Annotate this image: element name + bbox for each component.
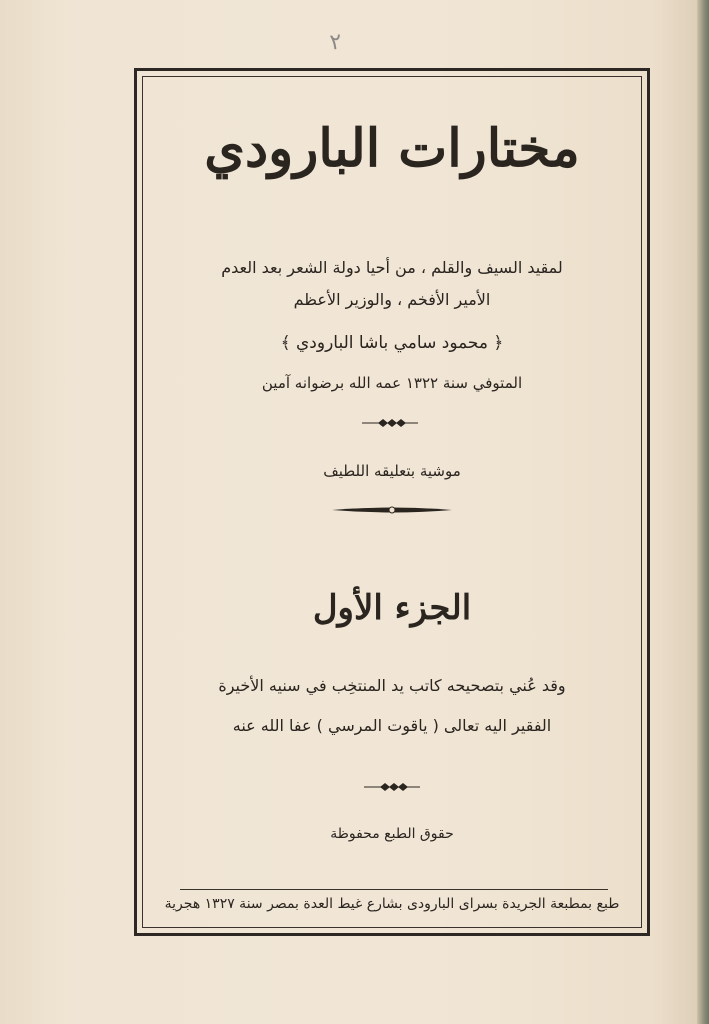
rights-notice: حقوق الطبع محفوظة (330, 826, 454, 842)
volume-title: الجزء الأول (312, 588, 472, 628)
inner-border (142, 76, 642, 928)
description-line-2: الأمير الأفخم ، والوزير الأعظم (293, 290, 491, 309)
page-edge (697, 0, 709, 1024)
ornament-dots-icon (360, 416, 420, 430)
pencil-note: ٢ (328, 29, 344, 56)
death-line: المتوفي سنة ١٣٢٢ عمه الله برضوانه آمين (261, 374, 523, 392)
ornament-dots-icon (362, 780, 422, 794)
credit-line-2: الفقير اليه تعالى ( ياقوت المرسي ) عفا الله عنه (232, 716, 552, 735)
ornament-rule-icon (330, 503, 454, 517)
author-name: ﴿ محمود سامي باشا البارودي ﴾ (280, 333, 504, 353)
book-title: مختارات البارودي (204, 118, 580, 179)
printer-imprint: طبع بمطبعة الجريدة بسراى البارودى بشارع غيط العدة بمصر سنة ١٣٢٧ هجرية (164, 896, 620, 912)
subtitle: موشية بتعليقه اللطيف (323, 462, 461, 480)
credit-line-1: وقد عُني بتصحيحه كاتب يد المنتخِب في سنيه الأخيرة (218, 676, 566, 695)
description-line-1: لمقيد السيف والقلم ، من أحيا دولة الشعر بعد العدم (221, 258, 563, 277)
imprint-rule (180, 889, 608, 890)
